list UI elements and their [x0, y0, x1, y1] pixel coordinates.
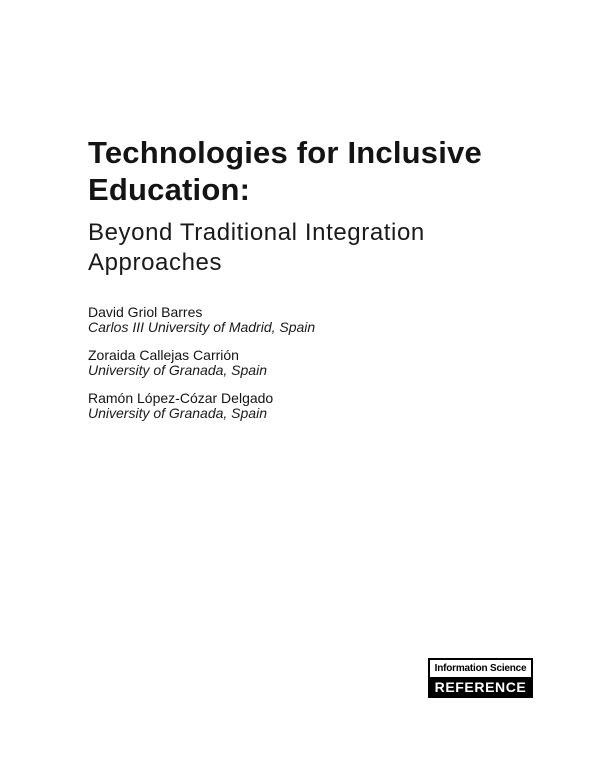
- book-title: [88, 134, 558, 208]
- author-name: Ramón López-Cózar Delgado: [88, 390, 274, 406]
- author-affiliation: University of Granada, Spain: [88, 362, 267, 378]
- authors-list: [88, 305, 558, 421]
- publisher-brand-label: REFERENCE: [430, 677, 531, 696]
- book-subtitle: [88, 218, 558, 278]
- author-affiliation: University of Granada, Spain: [88, 405, 267, 421]
- book-title-line-2: Education:: [88, 172, 251, 207]
- author-affiliation: Carlos III University of Madrid, Spain: [88, 319, 316, 335]
- book-subtitle-line-1: Beyond Traditional Integration: [88, 219, 425, 246]
- author-name: David Griol Barres: [88, 304, 203, 320]
- publisher-logo: [428, 658, 533, 698]
- author-entry: [88, 348, 558, 378]
- author-name: Zoraida Callejas Carrión: [88, 347, 239, 363]
- author-entry: [88, 305, 558, 335]
- title-and-authors-block: [88, 134, 558, 434]
- book-title-line-1: Technologies for Inclusive: [88, 135, 482, 170]
- book-subtitle-line-2: Approaches: [88, 249, 223, 276]
- author-entry: [88, 391, 558, 421]
- publisher-imprint-label: Information Science: [430, 660, 531, 677]
